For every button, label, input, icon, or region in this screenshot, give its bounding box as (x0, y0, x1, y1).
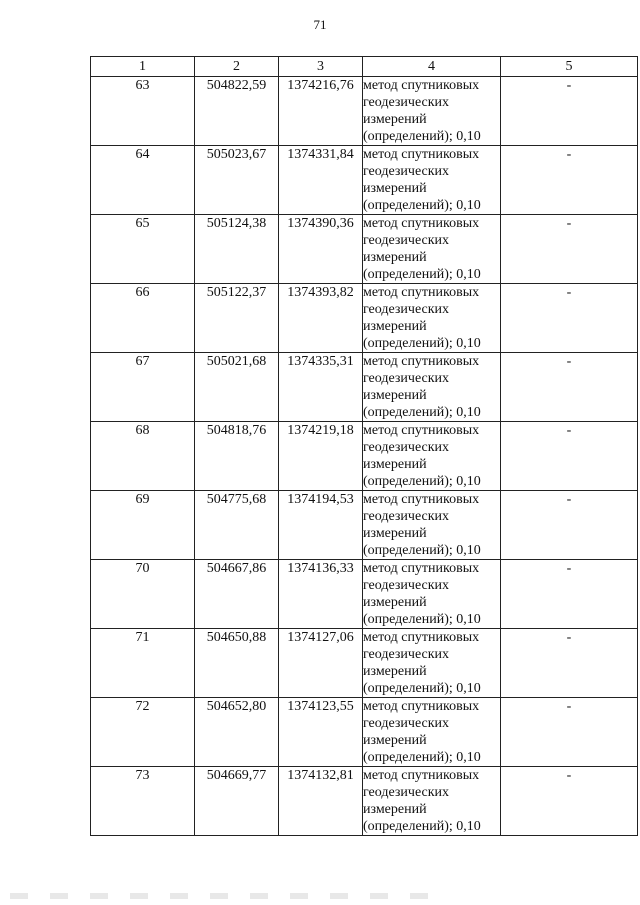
method-text-line: геодезических (363, 785, 450, 800)
x-coordinate-cell: 505021,68 (195, 353, 279, 422)
y-coordinate-cell: 1374335,31 (279, 353, 363, 422)
method-text-line: (определений); 0,10 (363, 612, 481, 627)
method-text-line: измерений (363, 457, 427, 472)
point-number-cell: 66 (91, 284, 195, 353)
method-text-line: (определений); 0,10 (363, 543, 481, 558)
y-coordinate-cell: 1374132,81 (279, 767, 363, 836)
method-text-line: измерений (363, 526, 427, 541)
method-cell (363, 491, 501, 560)
point-number-cell: 65 (91, 215, 195, 284)
method-text-line: геодезических (363, 302, 450, 317)
method-text-line: измерений (363, 802, 427, 817)
method-text-line: (определений); 0,10 (363, 819, 481, 834)
method-text-line: (определений); 0,10 (363, 474, 481, 489)
method-cell (363, 146, 501, 215)
method-text-line: измерений (363, 388, 427, 403)
method-text-line: метод спутниковых (363, 285, 480, 300)
coordinates-table (90, 56, 638, 836)
x-coordinate-cell: 504669,77 (195, 767, 279, 836)
table-row (91, 215, 638, 284)
method-text-line: (определений); 0,10 (363, 336, 481, 351)
method-text-line: метод спутниковых (363, 216, 480, 231)
method-text-line: геодезических (363, 233, 450, 248)
x-coordinate-cell: 505124,38 (195, 215, 279, 284)
method-text-line: измерений (363, 250, 427, 265)
note-cell: - (501, 353, 638, 422)
header-col-3: 3 (279, 57, 363, 77)
page-number: 71 (313, 17, 327, 32)
y-coordinate-cell: 1374136,33 (279, 560, 363, 629)
table-row (91, 146, 638, 215)
y-coordinate-cell: 1374216,76 (279, 77, 363, 146)
method-cell (363, 629, 501, 698)
method-text-line: геодезических (363, 509, 450, 524)
x-coordinate-cell: 504818,76 (195, 422, 279, 491)
method-cell (363, 215, 501, 284)
method-cell (363, 698, 501, 767)
method-text-line: измерений (363, 733, 427, 748)
note-cell: - (501, 629, 638, 698)
method-text-line: метод спутниковых (363, 561, 480, 576)
method-text-line: (определений); 0,10 (363, 681, 481, 696)
method-text-line: измерений (363, 112, 427, 127)
y-coordinate-cell: 1374127,06 (279, 629, 363, 698)
method-cell (363, 284, 501, 353)
method-cell (363, 767, 501, 836)
y-coordinate-cell: 1374331,84 (279, 146, 363, 215)
point-number-cell: 72 (91, 698, 195, 767)
note-cell: - (501, 215, 638, 284)
method-text-line: (определений); 0,10 (363, 198, 481, 213)
method-text-line: геодезических (363, 371, 450, 386)
method-text-line: метод спутниковых (363, 78, 480, 93)
table-row (91, 353, 638, 422)
note-cell: - (501, 77, 638, 146)
method-text-line: (определений); 0,10 (363, 129, 481, 144)
method-text-line: геодезических (363, 164, 450, 179)
note-cell: - (501, 560, 638, 629)
method-text-line: метод спутниковых (363, 699, 480, 714)
scan-artifact (10, 893, 430, 899)
point-number-cell: 68 (91, 422, 195, 491)
note-cell: - (501, 767, 638, 836)
method-text-line: метод спутниковых (363, 354, 480, 369)
method-text-line: измерений (363, 319, 427, 334)
table-row (91, 560, 638, 629)
method-text-line: геодезических (363, 440, 450, 455)
x-coordinate-cell: 504652,80 (195, 698, 279, 767)
note-cell: - (501, 698, 638, 767)
note-cell: - (501, 146, 638, 215)
table-row (91, 284, 638, 353)
method-text-line: измерений (363, 595, 427, 610)
header-col-4: 4 (363, 57, 501, 77)
table-row (91, 77, 638, 146)
point-number-cell: 70 (91, 560, 195, 629)
x-coordinate-cell: 504650,88 (195, 629, 279, 698)
method-cell (363, 353, 501, 422)
method-cell (363, 560, 501, 629)
x-coordinate-cell: 505023,67 (195, 146, 279, 215)
header-col-2: 2 (195, 57, 279, 77)
method-cell (363, 422, 501, 491)
x-coordinate-cell: 505122,37 (195, 284, 279, 353)
method-text-line: геодезических (363, 578, 450, 593)
point-number-cell: 73 (91, 767, 195, 836)
x-coordinate-cell: 504822,59 (195, 77, 279, 146)
method-text-line: метод спутниковых (363, 423, 480, 438)
point-number-cell: 69 (91, 491, 195, 560)
method-text-line: метод спутниковых (363, 630, 480, 645)
method-cell (363, 77, 501, 146)
table-header-row (91, 57, 638, 77)
y-coordinate-cell: 1374393,82 (279, 284, 363, 353)
point-number-cell: 67 (91, 353, 195, 422)
method-text-line: метод спутниковых (363, 768, 480, 783)
method-text-line: метод спутниковых (363, 492, 480, 507)
point-number-cell: 63 (91, 77, 195, 146)
note-cell: - (501, 491, 638, 560)
table-row (91, 698, 638, 767)
method-text-line: метод спутниковых (363, 147, 480, 162)
method-text-line: измерений (363, 181, 427, 196)
header-col-5: 5 (501, 57, 638, 77)
y-coordinate-cell: 1374219,18 (279, 422, 363, 491)
x-coordinate-cell: 504775,68 (195, 491, 279, 560)
header-col-1: 1 (91, 57, 195, 77)
method-text-line: геодезических (363, 716, 450, 731)
y-coordinate-cell: 1374123,55 (279, 698, 363, 767)
method-text-line: геодезических (363, 95, 450, 110)
method-text-line: геодезических (363, 647, 450, 662)
method-text-line: (определений); 0,10 (363, 750, 481, 765)
x-coordinate-cell: 504667,86 (195, 560, 279, 629)
method-text-line: (определений); 0,10 (363, 267, 481, 282)
note-cell: - (501, 284, 638, 353)
point-number-cell: 64 (91, 146, 195, 215)
method-text-line: (определений); 0,10 (363, 405, 481, 420)
method-text-line: измерений (363, 664, 427, 679)
table-row (91, 629, 638, 698)
table-row (91, 491, 638, 560)
table-row (91, 767, 638, 836)
y-coordinate-cell: 1374390,36 (279, 215, 363, 284)
table-row (91, 422, 638, 491)
y-coordinate-cell: 1374194,53 (279, 491, 363, 560)
point-number-cell: 71 (91, 629, 195, 698)
table-body (91, 77, 638, 836)
note-cell: - (501, 422, 638, 491)
